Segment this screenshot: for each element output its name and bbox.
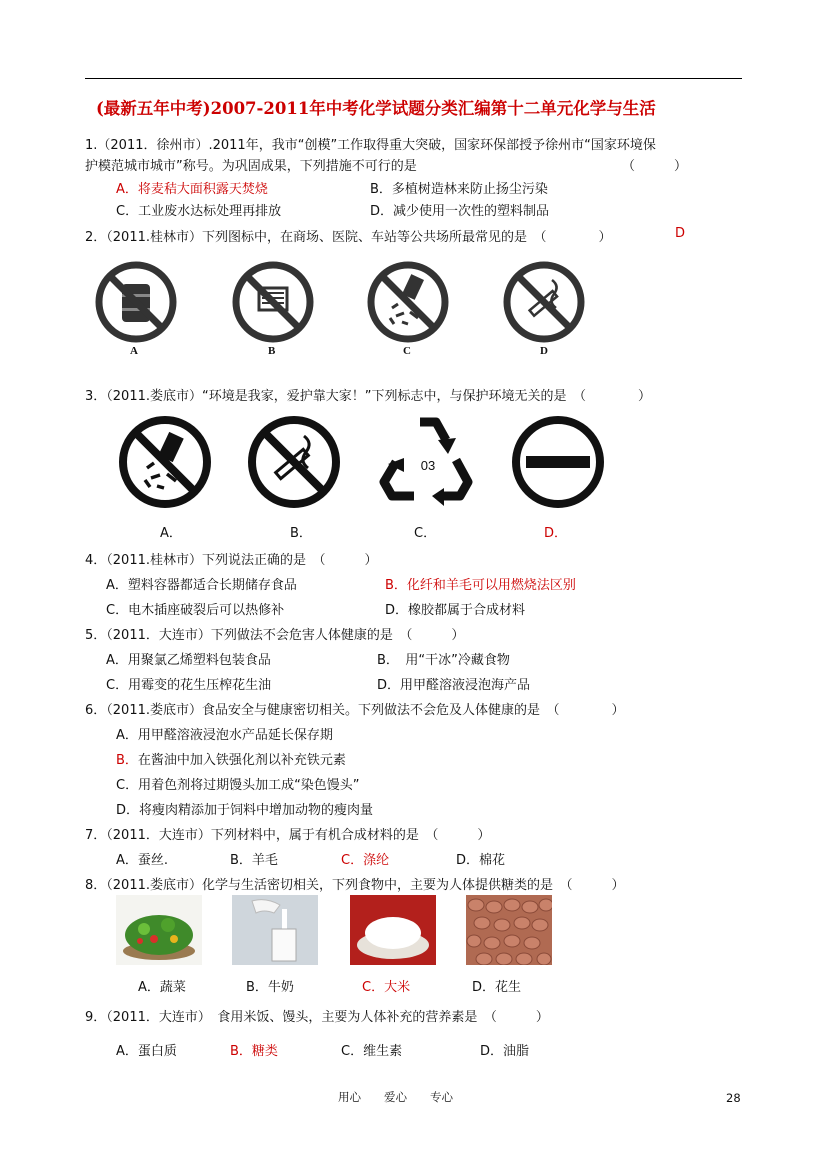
q5-stem: 5．（2011．大连市）下列做法不会危害人体健康的是 （ ） (85, 628, 465, 643)
q5-option-c: C．用霉变的花生压榨花生油 (106, 678, 272, 693)
q1-option-d: D．减少使用一次性的塑料制品 (370, 204, 550, 219)
no-firecrackers-icon (117, 414, 213, 510)
q9-option-a: A．蛋白质 (116, 1044, 177, 1059)
salad-image (116, 895, 202, 965)
no-fuel-drum-icon (94, 260, 178, 344)
rice-image (350, 895, 436, 965)
q1-option-c: C．工业废水达标处理再排放 (116, 204, 282, 219)
q1-paren: （ ） (622, 159, 688, 174)
q6-option-b-text: 在酱油中加入铁强化剂以补充铁元素 (137, 753, 346, 768)
page-title: (最新五年中考)2007-2011年中考化学试题分类汇编第十二单元化学与生活 (96, 99, 656, 118)
q1-stem-line2: 护模范城市城市”称号。为巩固成果，下列措施不可行的是 (85, 159, 417, 174)
q6-option-b: B．在酱油中加入铁强化剂以补充铁元素 (116, 753, 346, 768)
peanuts-image (466, 895, 552, 965)
no-firecrackers-icon (366, 260, 450, 344)
header-rule (85, 78, 742, 79)
q5-option-d: D．用甲醛溶液浸泡海产品 (377, 678, 531, 693)
milk-image (232, 895, 318, 965)
recycle-number: 03 (420, 458, 436, 473)
q4-option-d: D．橡胶都属于合成材料 (385, 603, 526, 618)
q4-option-a: A．塑料容器都适合长期储存食品 (106, 578, 297, 593)
q2-answer: D (675, 226, 686, 241)
q3-caption-a: A． (160, 526, 182, 541)
q4-option-c: C．电木插座破裂后可以热修补 (106, 603, 285, 618)
q1-option-b: B．多植树造林来防止扬尘污染 (370, 182, 548, 197)
q3-caption-c: C． (414, 526, 437, 541)
no-smoking-icon (502, 260, 586, 344)
q6-option-a: A．用甲醛溶液浸泡水产品延长保存期 (116, 728, 333, 743)
no-entry-icon (510, 414, 606, 510)
q8-option-d: D．花生 (472, 980, 522, 995)
q1-stem-line1: 1.（2011．徐州市）.2011年，我市“创模”工作取得重大突破，国家环保部授予徐州市“国家环境保 (85, 138, 656, 153)
q7-option-c: C．涤纶 (341, 853, 390, 868)
q5-option-a: A．用聚氯乙烯塑料包装食品 (106, 653, 271, 668)
q1-option-a: A．将麦秸大面积露天焚烧 (116, 182, 268, 197)
q5-option-b: B． 用“干冰”冷藏食物 (377, 653, 510, 668)
q6-option-d: D．将瘦肉精添加于饲料中增加动物的瘦肉量 (116, 803, 374, 818)
q3-stem: 3．（2011.娄底市）“环境是我家，爱护靠大家！”下列标志中，与保护环境无关的是 （ ） (85, 389, 651, 404)
q4-stem: 4．（2011.桂林市）下列说法正确的是 （ ） (85, 553, 378, 568)
q4-option-b: B．化纤和羊毛可以用燃烧法区别 (385, 578, 576, 593)
q2-caption-d: D (540, 345, 548, 357)
q8-stem: 8．（2011.娄底市）化学与生活密切相关，下列食物中，主要为人体提供糖类的是 （ ） (85, 878, 625, 893)
q7-option-a: A．蚕丝. (116, 853, 169, 868)
q7-option-d: D．棉花 (456, 853, 506, 868)
no-matches-icon (231, 260, 315, 344)
q8-option-b: B．牛奶 (246, 980, 294, 995)
q8-option-a: A．蔬菜 (138, 980, 186, 995)
q8-option-c: C．大米 (362, 980, 411, 995)
q7-stem: 7．（2011．大连市）下列材料中，属于有机合成材料的是 （ ） (85, 828, 491, 843)
q2-caption-b: B (268, 345, 276, 357)
q9-option-c: C．维生素 (341, 1044, 403, 1059)
q3-caption-b: B． (290, 526, 312, 541)
q2-stem: 2．（2011.桂林市）下列图标中，在商场、医院、车站等公共场所最常见的是 （ ） (85, 230, 612, 245)
q6-option-c: C．用着色剂将过期馒头加工成“染色馒头” (116, 778, 360, 793)
q7-option-b: B．羊毛 (230, 853, 278, 868)
recycle-icon (376, 412, 480, 512)
q6-stem: 6．（2011.娄底市）食品安全与健康密切相关。下列做法不会危及人体健康的是 （ ） (85, 703, 625, 718)
q2-caption-c: C (403, 345, 411, 357)
page-number: 28 (726, 1091, 741, 1105)
q2-caption-a: A (130, 345, 138, 357)
q3-caption-d: D． (544, 526, 568, 541)
q9-option-b: B．糖类 (230, 1044, 278, 1059)
q9-option-d: D．油脂 (480, 1044, 530, 1059)
q9-stem: 9．（2011．大连市） 食用米饭、馒头，主要为人体补充的营养素是 （ ） (85, 1010, 549, 1025)
no-smoking-icon (246, 414, 342, 510)
footer-motto: 用心 爱心 专心 (338, 1090, 453, 1104)
